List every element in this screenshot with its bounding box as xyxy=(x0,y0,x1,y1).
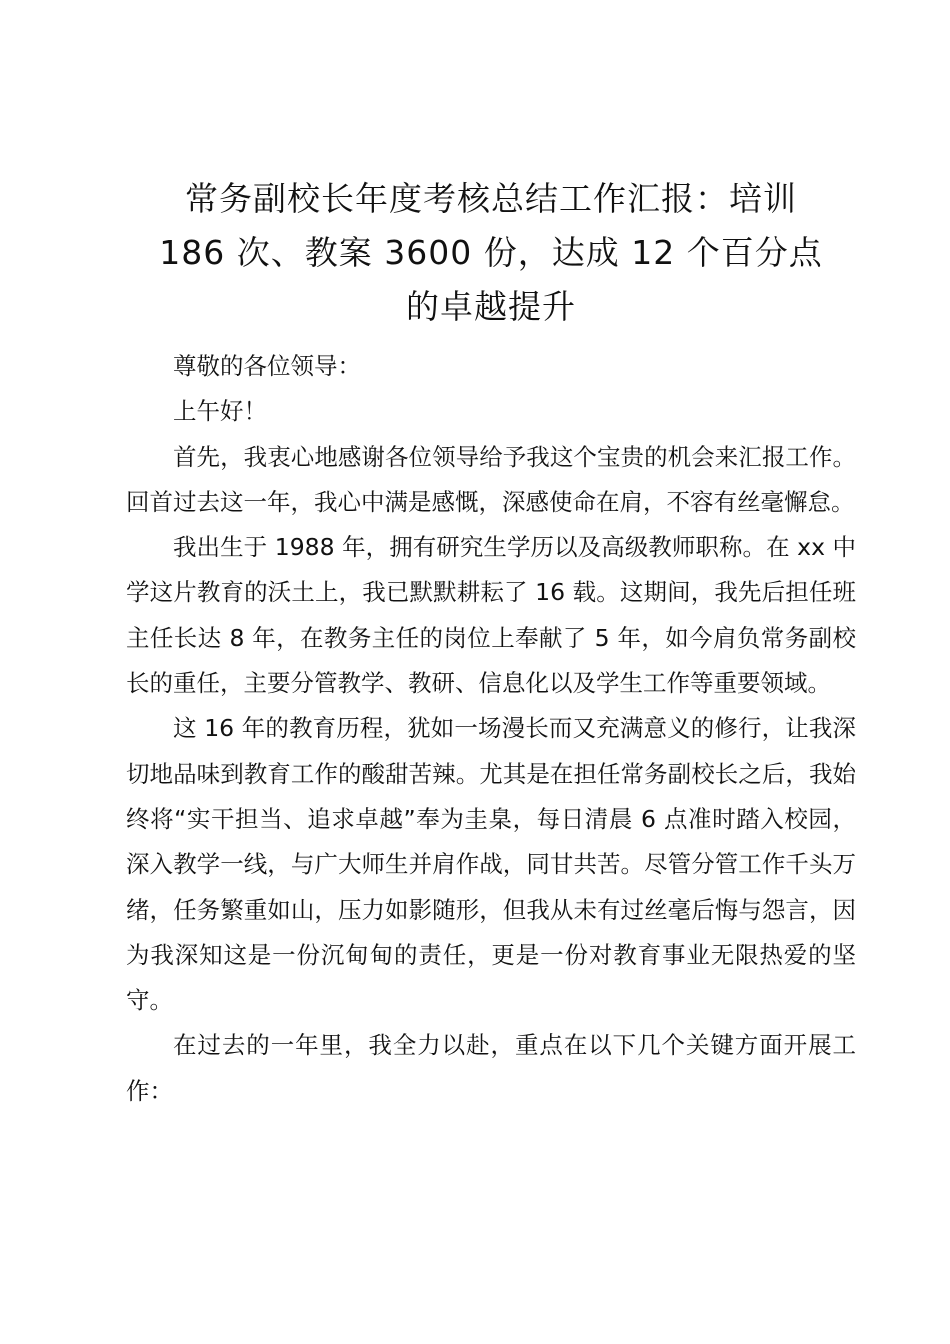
salutation: 尊敬的各位领导： xyxy=(173,352,361,380)
body-paragraph: 这 16 年的教育历程，犹如一场漫长而又充满意义的修行，让我深切地品味到教育工作的酸甜苦辣。尤其是在担任常务副校长之后，我始终将“实干担当、追求卓越”奉为圭臬，每日清晨 6 点准时踏入校园，深入教学一线，与广大师生并肩作战，同甘共苦。尽管分管工作千头万绪，任务繁重如山，压力如影随形，但我从未有过丝毫后悔与怨言，因为我深知这是一份沉甸甸的责任，更是一份对教育事业无限热爱的坚守。 xyxy=(126,714,856,1015)
document-title xyxy=(126,172,856,334)
title-line: 186 次、教案 3600 份，达成 12 个百分点 xyxy=(159,233,823,272)
body-paragraph: 在过去的一年里，我全力以赴，重点在以下几个关键方面开展工作： xyxy=(126,1031,856,1105)
greeting: 上午好！ xyxy=(173,397,267,426)
document-page xyxy=(126,172,856,1114)
title-line: 常务副校长年度考核总结工作汇报：培训 xyxy=(185,179,797,218)
body-paragraph: 我出生于 1988 年，拥有研究生学历以及高级教师职称。在 xx 中学这片教育的沃土上，我已默默耕耘了 16 载。这期间，我先后担任班主任长达 8 年，在教务主任的岗位上奉献了 5 年，如今肩负常务副校长的重任，主要分管教学、教研、信息化以及学生工作等重要领域。 xyxy=(126,533,856,698)
title-line: 的卓越提升 xyxy=(406,287,576,326)
body-paragraph: 首先，我衷心地感谢各位领导给予我这个宝贵的机会来汇报工作。回首过去这一年，我心中满是感慨，深感使命在肩，不容有丝毫懈怠。 xyxy=(126,442,856,516)
